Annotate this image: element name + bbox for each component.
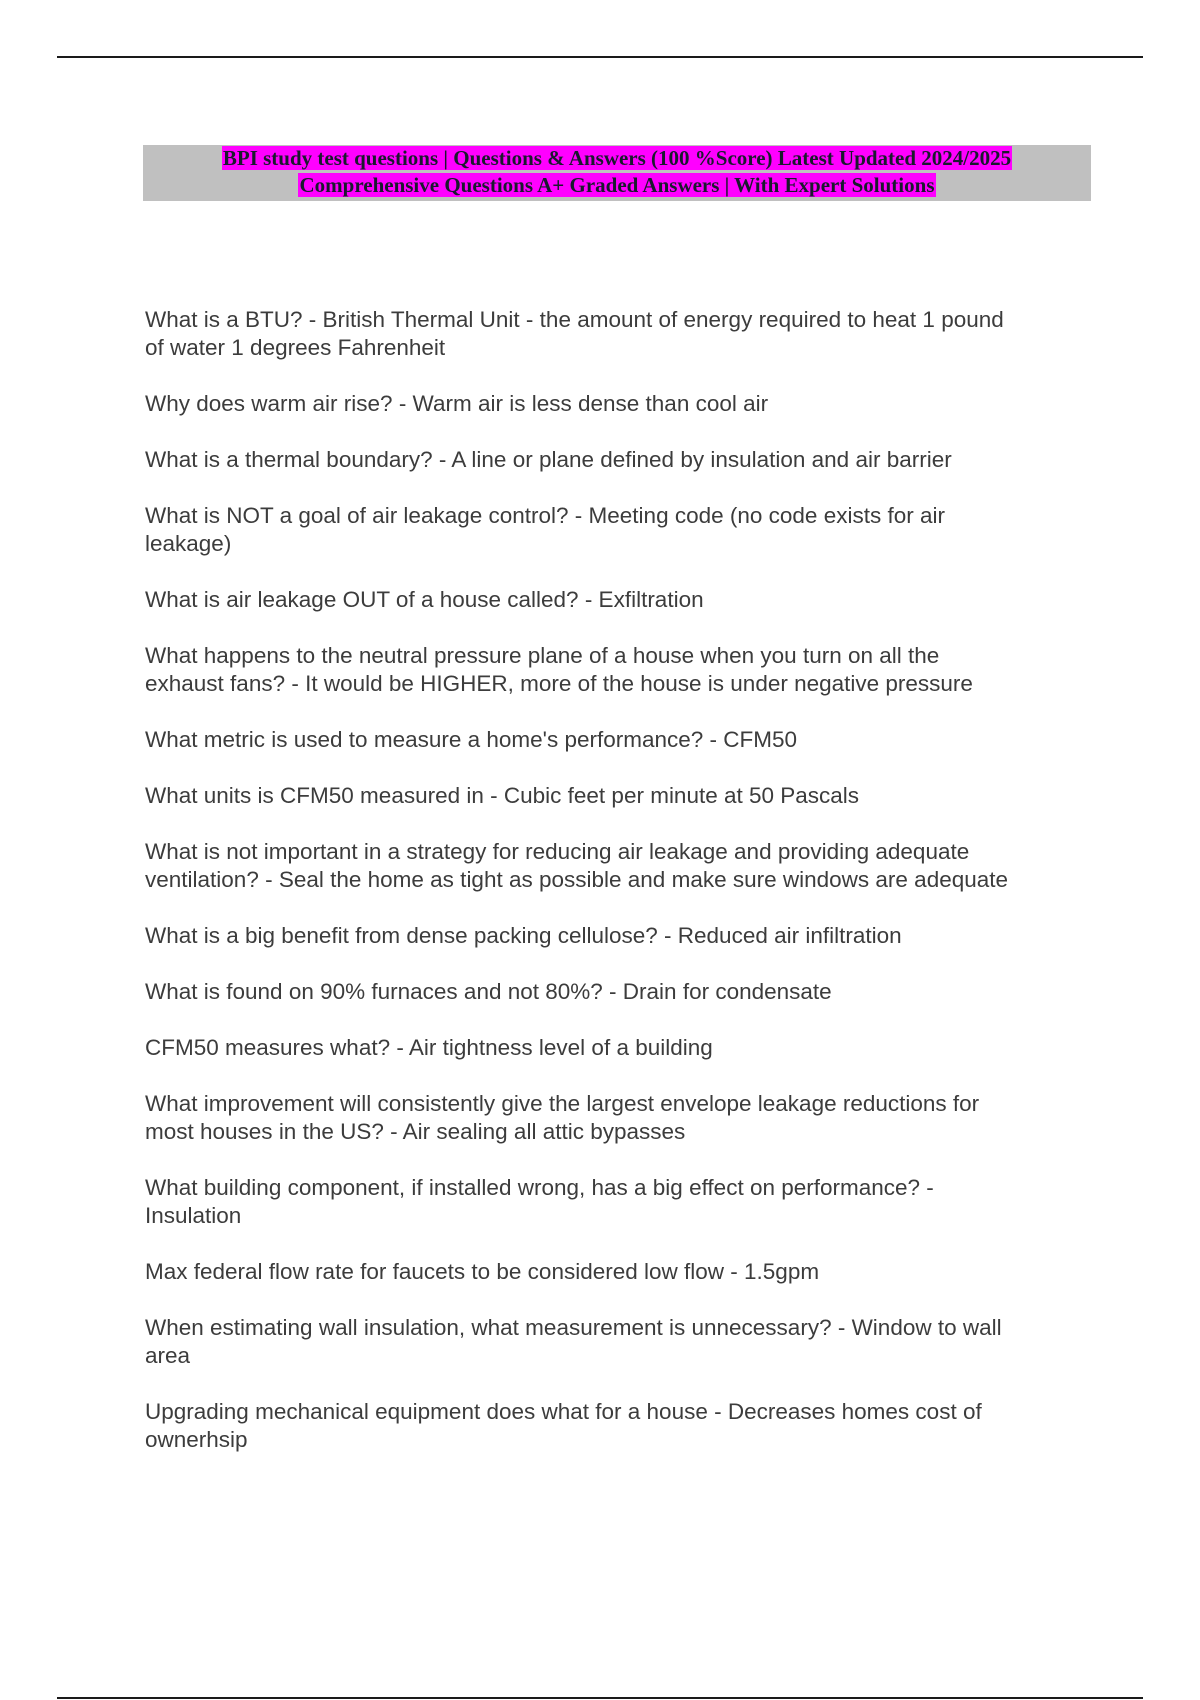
qa-item-13: What improvement will consistently give the largest envelope leakage reductions for most houses in the US? - Air sealing all attic bypasses <box>145 1091 980 1144</box>
qa-item-9: What is not important in a strategy for reducing air leakage and providing adequate ventilation? - Seal the home as tight as possible and make sure windows are adequate <box>145 839 1009 892</box>
qa-item-15: Max federal flow rate for faucets to be considered low flow - 1.5gpm <box>145 1259 820 1284</box>
qa-item-16: When estimating wall insulation, what measurement is unnecessary? - Window to wall area <box>145 1315 1002 1368</box>
title-line-1: BPI study test questions | Questions & Answers (100 %Score) Latest Updated 2024/2025 <box>222 146 1012 170</box>
qa-item-14: What building component, if installed wrong, has a big effect on performance? - Insulation <box>145 1175 934 1228</box>
qa-item-7: What metric is used to measure a home's performance? - CFM50 <box>145 727 798 752</box>
qa-item-17: Upgrading mechanical equipment does what for a house - Decreases homes cost of ownerhsip <box>145 1399 982 1452</box>
qa-item-2: Why does warm air rise? - Warm air is less dense than cool air <box>145 391 769 416</box>
qa-item-3: What is a thermal boundary? - A line or plane defined by insulation and air barrier <box>145 447 952 472</box>
title-line-2: Comprehensive Questions A+ Graded Answers | With Expert Solutions <box>299 173 935 197</box>
qa-item-10: What is a big benefit from dense packing cellulose? - Reduced air infiltration <box>145 923 902 948</box>
top-rule <box>57 56 1143 58</box>
qa-item-12: CFM50 measures what? - Air tightness level of a building <box>145 1035 713 1060</box>
document-title <box>143 145 1091 201</box>
qa-item-8: What units is CFM50 measured in - Cubic feet per minute at 50 Pascals <box>145 783 860 808</box>
qa-item-6: What happens to the neutral pressure plane of a house when you turn on all the exhaust fans? - It would be HIGHER, more of the house is under negative pressure <box>145 643 973 696</box>
qa-item-11: What is found on 90% furnaces and not 80%? - Drain for condensate <box>145 979 832 1004</box>
qa-item-1: What is a BTU? - British Thermal Unit - the amount of energy required to heat 1 pound of water 1 degrees Fahrenheit <box>145 307 1004 360</box>
bottom-rule <box>57 1697 1143 1699</box>
qa-item-5: What is air leakage OUT of a house called? - Exfiltration <box>145 587 704 612</box>
qa-list <box>145 306 1085 1482</box>
qa-item-4: What is NOT a goal of air leakage control? - Meeting code (no code exists for air leakage) <box>145 503 945 556</box>
